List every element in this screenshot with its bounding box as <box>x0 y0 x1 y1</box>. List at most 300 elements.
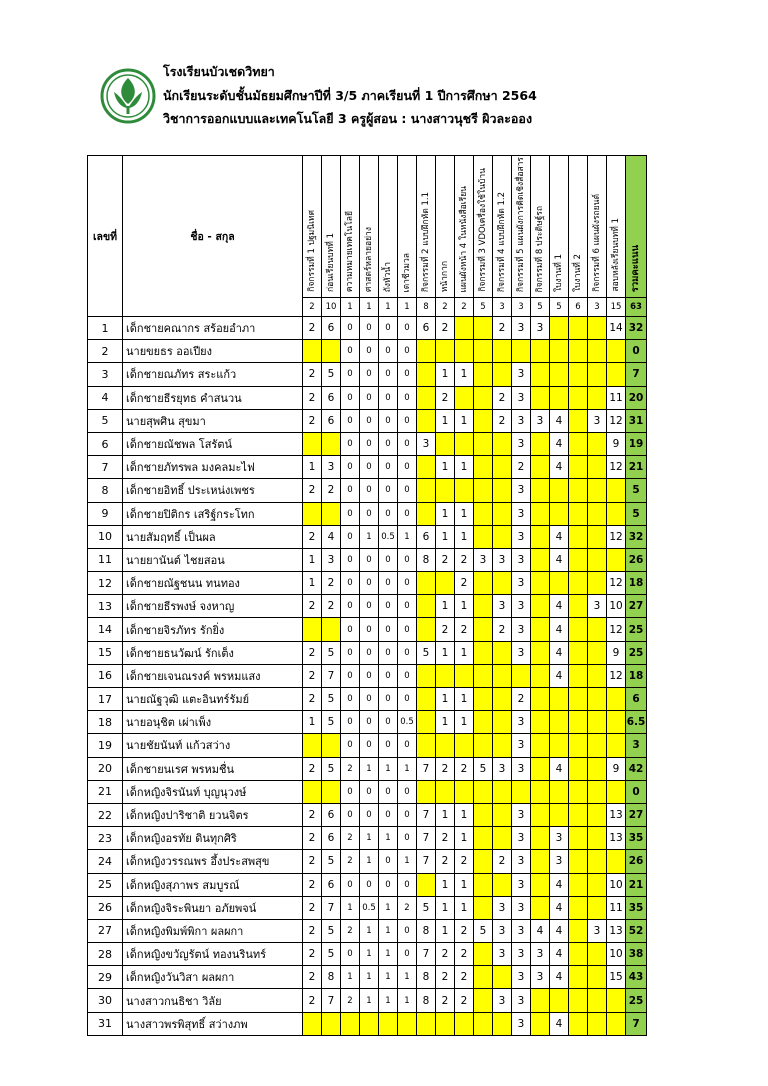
score-cell: 0 <box>379 502 398 525</box>
score-cell: 1 <box>398 850 417 873</box>
max-score-cell: 5 <box>550 298 569 317</box>
missing-score-cell <box>417 664 436 687</box>
missing-score-cell <box>322 1012 341 1035</box>
row-number: 15 <box>88 641 123 664</box>
table-row <box>88 827 647 850</box>
score-cell: 1 <box>455 595 474 618</box>
score-cell: 0 <box>341 340 360 363</box>
missing-score-cell <box>569 479 588 502</box>
missing-score-cell <box>569 502 588 525</box>
missing-score-cell <box>588 502 607 525</box>
missing-score-cell <box>607 340 626 363</box>
missing-score-cell <box>550 734 569 757</box>
score-cell: 1 <box>455 641 474 664</box>
score-cell: 1 <box>398 525 417 548</box>
score-cell: 3 <box>512 317 531 340</box>
score-cell: 3 <box>417 432 436 455</box>
table-row <box>88 757 647 780</box>
missing-score-cell <box>569 688 588 711</box>
class-line: นักเรียนระดับชั้นมัธยมศึกษาปีที่ 3/5 ภาคเรียนที่ 1 ปีการศึกษา 2564 <box>163 88 537 103</box>
missing-score-cell <box>493 780 512 803</box>
missing-score-cell <box>474 572 493 595</box>
total-score-cell: 5 <box>626 479 647 502</box>
score-cell: 4 <box>550 943 569 966</box>
score-cell: 0 <box>360 363 379 386</box>
missing-score-cell <box>322 502 341 525</box>
score-cell: 4 <box>550 432 569 455</box>
missing-score-cell <box>417 618 436 641</box>
score-cell: 3 <box>512 711 531 734</box>
missing-score-cell <box>569 572 588 595</box>
score-cell: 1 <box>455 409 474 432</box>
max-score-cell: 8 <box>417 298 436 317</box>
missing-score-cell <box>474 479 493 502</box>
total-score-cell: 26 <box>626 850 647 873</box>
missing-score-cell <box>303 432 322 455</box>
column-header-label: กิจกรรมที่ 8 ประดิษฐ์รถ <box>534 205 545 292</box>
row-number: 17 <box>88 688 123 711</box>
total-score-cell: 19 <box>626 432 647 455</box>
score-cell: 2 <box>455 548 474 571</box>
missing-score-cell <box>493 641 512 664</box>
missing-score-cell <box>493 734 512 757</box>
score-cell: 1 <box>360 919 379 942</box>
column-header-activity <box>379 156 398 298</box>
score-cell: 5 <box>322 919 341 942</box>
row-number: 10 <box>88 525 123 548</box>
missing-score-cell <box>417 363 436 386</box>
missing-score-cell <box>512 780 531 803</box>
max-score-cell: 3 <box>512 298 531 317</box>
total-score-cell: 6.5 <box>626 711 647 734</box>
student-name: เด็กชายธนวัฒน์ รักเต็ง <box>123 641 303 664</box>
student-name: นายชัยนันท์ แก้วสว่าง <box>123 734 303 757</box>
max-score-cell: 10 <box>322 298 341 317</box>
score-cell: 2 <box>341 919 360 942</box>
missing-score-cell <box>474 664 493 687</box>
score-cell: 0 <box>398 618 417 641</box>
missing-score-cell <box>474 641 493 664</box>
column-header-label: ศาสตร์หลายอย่าง <box>363 226 374 292</box>
missing-score-cell <box>493 525 512 548</box>
score-cell: 3 <box>493 757 512 780</box>
missing-score-cell <box>436 432 455 455</box>
score-cell: 3 <box>512 641 531 664</box>
score-cell: 1 <box>303 711 322 734</box>
total-score-cell: 0 <box>626 340 647 363</box>
score-cell: 0 <box>341 317 360 340</box>
missing-score-cell <box>436 734 455 757</box>
score-cell: 5 <box>322 850 341 873</box>
score-cell: 0 <box>398 803 417 826</box>
table-row <box>88 317 647 340</box>
missing-score-cell <box>531 618 550 641</box>
missing-score-cell <box>379 1012 398 1035</box>
score-cell: 0 <box>341 386 360 409</box>
missing-score-cell <box>417 502 436 525</box>
score-cell: 1 <box>341 896 360 919</box>
missing-score-cell <box>531 432 550 455</box>
missing-score-cell <box>588 572 607 595</box>
missing-score-cell <box>474 363 493 386</box>
missing-score-cell <box>303 1012 322 1035</box>
score-cell: 0 <box>341 363 360 386</box>
missing-score-cell <box>569 456 588 479</box>
student-name: เด็กชายเจนณรงค์ พรหมแสง <box>123 664 303 687</box>
score-cell: 4 <box>550 595 569 618</box>
column-header-label: กิจกรรมที่ 5 แผนผังการคิดเชิงสื่อสาร <box>515 156 526 292</box>
score-cell: 3 <box>512 386 531 409</box>
student-name: เด็กชายนเรศ พรหมชื่น <box>123 757 303 780</box>
score-cell: 0 <box>398 641 417 664</box>
score-cell: 3 <box>512 548 531 571</box>
score-cell: 2 <box>303 943 322 966</box>
score-cell: 0 <box>341 595 360 618</box>
score-cell: 0 <box>398 340 417 363</box>
score-cell: 0 <box>379 479 398 502</box>
table-row <box>88 595 647 618</box>
score-cell: 8 <box>417 919 436 942</box>
score-cell: 3 <box>512 595 531 618</box>
row-number: 26 <box>88 896 123 919</box>
score-cell: 4 <box>550 618 569 641</box>
score-cell: 2 <box>303 641 322 664</box>
score-cell: 1 <box>360 525 379 548</box>
missing-score-cell <box>417 456 436 479</box>
student-name: นางสาวกนธิชา วิลัย <box>123 989 303 1012</box>
score-cell: 0 <box>341 618 360 641</box>
score-cell: 0 <box>379 688 398 711</box>
score-cell: 2 <box>493 317 512 340</box>
score-cell: 0 <box>341 479 360 502</box>
score-cell: 0 <box>360 688 379 711</box>
row-number: 25 <box>88 873 123 896</box>
score-cell: 8 <box>417 548 436 571</box>
table-row <box>88 896 647 919</box>
missing-score-cell <box>360 1012 379 1035</box>
score-cell: 0 <box>398 317 417 340</box>
total-score-cell: 43 <box>626 966 647 989</box>
score-cell: 0 <box>360 641 379 664</box>
score-cell: 2 <box>303 989 322 1012</box>
table-row <box>88 548 647 571</box>
score-cell: 2 <box>455 757 474 780</box>
missing-score-cell <box>455 1012 474 1035</box>
column-header-label: หน้ากาก <box>439 260 450 292</box>
missing-score-cell <box>588 664 607 687</box>
total-score-cell: 42 <box>626 757 647 780</box>
score-cell: 11 <box>607 386 626 409</box>
max-score-cell: 5 <box>531 298 550 317</box>
score-cell: 2 <box>303 896 322 919</box>
score-cell: 0 <box>360 618 379 641</box>
missing-score-cell <box>474 734 493 757</box>
student-name: นายณัฐวุฒิ แตะอินทร์รัมย์ <box>123 688 303 711</box>
total-score-cell: 21 <box>626 456 647 479</box>
student-name: เด็กหญิงสุภาพร สมบูรณ์ <box>123 873 303 896</box>
table-row <box>88 780 647 803</box>
missing-score-cell <box>607 850 626 873</box>
score-cell: 0 <box>379 734 398 757</box>
missing-score-cell <box>569 827 588 850</box>
missing-score-cell <box>474 966 493 989</box>
score-cell: 0 <box>341 572 360 595</box>
max-score-cell: 15 <box>607 298 626 317</box>
missing-score-cell <box>588 803 607 826</box>
score-cell: 2 <box>322 572 341 595</box>
missing-score-cell <box>417 688 436 711</box>
total-score-cell: 32 <box>626 525 647 548</box>
row-number: 19 <box>88 734 123 757</box>
missing-score-cell <box>436 1012 455 1035</box>
missing-score-cell <box>303 618 322 641</box>
missing-score-cell <box>607 734 626 757</box>
missing-score-cell <box>493 340 512 363</box>
row-number: 30 <box>88 989 123 1012</box>
score-cell: 10 <box>607 595 626 618</box>
score-cell: 0 <box>398 780 417 803</box>
score-cell: 0 <box>360 873 379 896</box>
missing-score-cell <box>417 479 436 502</box>
missing-score-cell <box>588 711 607 734</box>
score-cell: 1 <box>436 595 455 618</box>
table-row <box>88 432 647 455</box>
missing-score-cell <box>588 432 607 455</box>
score-cell: 0 <box>341 664 360 687</box>
student-name: เด็กหญิงพิมพ์พิกา ผลผกา <box>123 919 303 942</box>
score-cell: 4 <box>550 409 569 432</box>
max-score-cell: 2 <box>303 298 322 317</box>
missing-score-cell <box>550 780 569 803</box>
column-header-label: กิจกรรมที่ 4 แบบฝึกหัด 1.2 <box>496 191 507 292</box>
missing-score-cell <box>531 386 550 409</box>
table-row <box>88 479 647 502</box>
missing-score-cell <box>607 688 626 711</box>
score-cell: 2 <box>303 827 322 850</box>
score-cell: 5 <box>322 711 341 734</box>
score-cell: 2 <box>303 919 322 942</box>
score-cell: 0 <box>379 432 398 455</box>
score-cell: 0 <box>341 688 360 711</box>
score-cell: 0 <box>398 734 417 757</box>
missing-score-cell <box>607 548 626 571</box>
score-cell: 2 <box>303 386 322 409</box>
missing-score-cell <box>493 688 512 711</box>
missing-score-cell <box>569 919 588 942</box>
score-cell: 9 <box>607 641 626 664</box>
max-score-cell: 3 <box>588 298 607 317</box>
score-cell: 3 <box>550 850 569 873</box>
missing-score-cell <box>569 896 588 919</box>
score-cell: 3 <box>493 919 512 942</box>
score-cell: 0 <box>360 409 379 432</box>
total-score-cell: 31 <box>626 409 647 432</box>
missing-score-cell <box>474 340 493 363</box>
score-cell: 8 <box>417 989 436 1012</box>
score-cell: 12 <box>607 664 626 687</box>
missing-score-cell <box>588 525 607 548</box>
total-score-cell: 18 <box>626 664 647 687</box>
max-score-cell: 5 <box>474 298 493 317</box>
score-cell: 2 <box>303 757 322 780</box>
missing-score-cell <box>455 479 474 502</box>
missing-score-cell <box>588 989 607 1012</box>
score-cell: 3 <box>531 317 550 340</box>
score-cell: 11 <box>607 896 626 919</box>
score-cell: 2 <box>341 850 360 873</box>
missing-score-cell <box>303 502 322 525</box>
score-cell: 2 <box>455 943 474 966</box>
row-number: 23 <box>88 827 123 850</box>
score-cell: 1 <box>398 966 417 989</box>
score-cell: 0 <box>398 943 417 966</box>
missing-score-cell <box>531 780 550 803</box>
missing-score-cell <box>455 432 474 455</box>
missing-score-cell <box>588 548 607 571</box>
score-cell: 3 <box>512 943 531 966</box>
column-header-label: ถังหัวน้ำ <box>382 261 393 292</box>
score-cell: 6 <box>322 827 341 850</box>
row-number: 9 <box>88 502 123 525</box>
score-cell: 4 <box>550 757 569 780</box>
column-header-label: ใบงานที่ 1 <box>553 254 564 292</box>
student-name: เด็กชายณัชพล โสรัตน์ <box>123 432 303 455</box>
score-cell: 1 <box>379 896 398 919</box>
score-cell: 12 <box>607 525 626 548</box>
score-cell: 1 <box>303 572 322 595</box>
score-cell: 0 <box>360 317 379 340</box>
score-cell: 5 <box>322 757 341 780</box>
score-cell: 2 <box>303 409 322 432</box>
score-cell: 0 <box>360 734 379 757</box>
table-row <box>88 966 647 989</box>
missing-score-cell <box>474 780 493 803</box>
score-cell: 1 <box>436 711 455 734</box>
score-cell: 10 <box>607 943 626 966</box>
score-cell: 1 <box>360 850 379 873</box>
score-cell: 1 <box>455 688 474 711</box>
max-score-cell: 3 <box>493 298 512 317</box>
score-cell: 3 <box>493 595 512 618</box>
student-name: เด็กหญิงอรทัย ดินทุกศิริ <box>123 827 303 850</box>
missing-score-cell <box>531 456 550 479</box>
score-cell: 0 <box>379 664 398 687</box>
score-cell: 3 <box>588 595 607 618</box>
score-cell: 6 <box>322 409 341 432</box>
score-cell: 3 <box>512 919 531 942</box>
missing-score-cell <box>550 711 569 734</box>
score-cell: 2 <box>455 966 474 989</box>
score-cell: 0 <box>360 340 379 363</box>
max-score-cell: 1 <box>341 298 360 317</box>
row-number: 1 <box>88 317 123 340</box>
score-cell: 0 <box>379 711 398 734</box>
score-cell: 0 <box>379 409 398 432</box>
missing-score-cell <box>531 803 550 826</box>
missing-score-cell <box>569 1012 588 1035</box>
score-cell: 3 <box>512 432 531 455</box>
score-cell: 2 <box>303 525 322 548</box>
column-header-label: กิจกรรมที่ 6 แผนผังรถยนต์ <box>591 194 602 292</box>
table-row <box>88 850 647 873</box>
column-header-activity <box>512 156 531 298</box>
score-cell: 4 <box>531 919 550 942</box>
score-cell: 1 <box>398 757 417 780</box>
total-score-cell: 27 <box>626 803 647 826</box>
missing-score-cell <box>588 641 607 664</box>
missing-score-cell <box>474 896 493 919</box>
missing-score-cell <box>474 943 493 966</box>
missing-score-cell <box>569 850 588 873</box>
score-cell: 1 <box>436 363 455 386</box>
score-cell: 2 <box>322 479 341 502</box>
score-cell: 2 <box>341 757 360 780</box>
missing-score-cell <box>569 803 588 826</box>
column-header-activity <box>398 156 417 298</box>
missing-score-cell <box>550 688 569 711</box>
score-cell: 1 <box>303 456 322 479</box>
score-cell: 5 <box>417 641 436 664</box>
score-cell: 2 <box>455 850 474 873</box>
student-name: เด็กหญิงจิระพินยา อภัยพจน์ <box>123 896 303 919</box>
score-cell: 2 <box>455 572 474 595</box>
score-cell: 4 <box>550 456 569 479</box>
missing-score-cell <box>607 780 626 803</box>
student-name: เด็กชายคณากร สร้อยอำภา <box>123 317 303 340</box>
missing-score-cell <box>531 873 550 896</box>
row-number: 21 <box>88 780 123 803</box>
score-cell: 0 <box>398 595 417 618</box>
column-header-label: ใบงานที่ 2 <box>572 254 583 292</box>
total-score-cell: 25 <box>626 641 647 664</box>
missing-score-cell <box>588 966 607 989</box>
table-row <box>88 363 647 386</box>
score-cell: 0 <box>360 664 379 687</box>
row-number: 22 <box>88 803 123 826</box>
score-cell: 0 <box>379 618 398 641</box>
table-row <box>88 386 647 409</box>
missing-score-cell <box>569 757 588 780</box>
missing-score-cell <box>550 803 569 826</box>
missing-score-cell <box>569 989 588 1012</box>
total-score-cell: 25 <box>626 989 647 1012</box>
missing-score-cell <box>455 340 474 363</box>
score-cell: 1 <box>455 711 474 734</box>
max-score-cell: 6 <box>569 298 588 317</box>
student-name: นายขยธร ออเปียง <box>123 340 303 363</box>
table-row <box>88 1012 647 1035</box>
missing-score-cell <box>531 641 550 664</box>
missing-score-cell <box>588 734 607 757</box>
missing-score-cell <box>322 780 341 803</box>
max-score-cell: 1 <box>398 298 417 317</box>
score-cell: 1 <box>379 919 398 942</box>
score-cell: 2 <box>455 989 474 1012</box>
score-cell: 3 <box>588 409 607 432</box>
student-name: เด็กชายปิติกร เสริฐ์กระโทก <box>123 502 303 525</box>
score-cell: 1 <box>360 757 379 780</box>
score-cell: 0 <box>360 479 379 502</box>
missing-score-cell <box>531 502 550 525</box>
row-number: 29 <box>88 966 123 989</box>
score-cell: 6 <box>417 525 436 548</box>
score-cell: 1 <box>455 827 474 850</box>
student-name: เด็กหญิงขวัญรัตน์ ทองนรินทร์ <box>123 943 303 966</box>
student-name: เด็กชายณัฐชนน ทนทอง <box>123 572 303 595</box>
score-cell: 1 <box>398 989 417 1012</box>
missing-score-cell <box>550 572 569 595</box>
missing-score-cell <box>588 896 607 919</box>
